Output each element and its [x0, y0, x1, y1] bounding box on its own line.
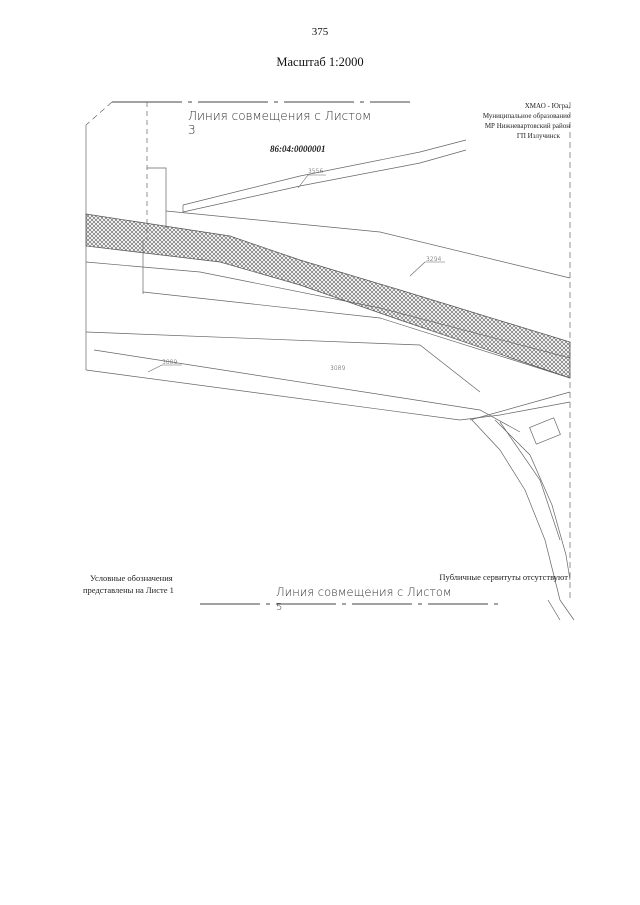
hatched-right-of-way: [86, 214, 570, 378]
admin-area-line-4: ГП Излучинск: [516, 132, 560, 140]
servitude-note: Публичные сервитуты отсутствуют: [439, 572, 568, 582]
parcel-label-group-4: [148, 359, 182, 372]
legend-note-line-1: Условные обозначения: [90, 573, 173, 583]
legend-note: [83, 573, 174, 595]
parcel-label-group-2: [410, 256, 445, 276]
parcel-boundaries: [86, 102, 574, 620]
parcel-label-group-3: [330, 365, 345, 372]
parcel-label: 3556: [308, 168, 324, 175]
page-number: 375: [311, 26, 329, 38]
bottom-match-line-sheet: 5: [276, 602, 283, 613]
cadastral-number: 86:04:0000001: [270, 144, 326, 154]
top-match-line-sheet: 3: [188, 123, 196, 137]
bottom-match-line: [200, 585, 500, 613]
admin-area-label: [483, 102, 570, 140]
bottom-match-line-label: Линия совмещения с Листом: [276, 585, 452, 599]
admin-area-line-1: ХМАО - Югра,: [524, 102, 570, 110]
admin-area-line-3: МР Нижневартовский район: [484, 122, 570, 130]
parcel-label: 3294: [426, 256, 442, 263]
parcel-label: 3089: [330, 365, 346, 372]
parcel-label: 3089: [162, 359, 178, 366]
top-match-line-label: Линия совмещения с Листом: [188, 109, 372, 123]
admin-area-line-2: Муниципальное образование: [482, 112, 570, 120]
scale-title: Масштаб 1:2000: [276, 55, 364, 69]
parcel-label-group-1: [298, 168, 326, 188]
legend-note-line-2: представлены на Листе 1: [83, 585, 174, 595]
top-match-line: [112, 102, 410, 137]
